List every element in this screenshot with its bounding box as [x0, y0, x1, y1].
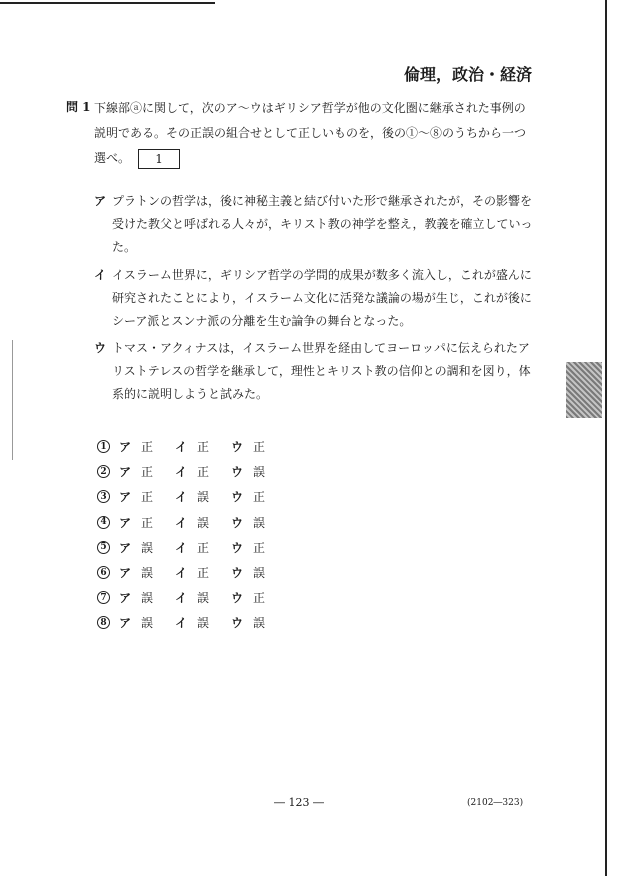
option-value: 正 — [141, 515, 154, 530]
option-label-i: イ — [175, 616, 188, 631]
option-value: 誤 — [197, 515, 210, 530]
option-number: 3 — [97, 490, 110, 503]
option-row — [97, 510, 287, 535]
option-value: 正 — [253, 490, 266, 505]
option-number: 8 — [97, 616, 110, 629]
statement-label: ウ — [94, 341, 107, 355]
option-value: 正 — [197, 440, 210, 455]
option-label-a: ア — [119, 465, 132, 480]
option-row — [97, 610, 287, 635]
option-value: 正 — [197, 465, 210, 480]
option-value: 正 — [197, 540, 210, 555]
option-number: 2 — [97, 465, 110, 478]
option-number: 4 — [97, 516, 110, 529]
statement-a — [94, 190, 534, 259]
option-row — [97, 535, 287, 560]
option-row — [97, 560, 287, 585]
option-label-u: ウ — [231, 465, 244, 480]
statement-i — [94, 264, 534, 333]
option-value: 誤 — [141, 591, 154, 606]
question-prompt: 下線部ⓐに関して，次のア～ウはギリシア哲学が他の文化圏に継承された事例の説明である。その正誤の組合せとして正しいものを，後の①～⑧のうちから一つ選べ。 — [94, 101, 527, 165]
left-margin-mark — [12, 340, 13, 460]
option-label-i: イ — [175, 591, 188, 606]
option-label-i: イ — [175, 540, 188, 555]
answer-options — [97, 434, 287, 636]
option-label-a: ア — [119, 566, 132, 581]
option-label-i: イ — [175, 465, 188, 480]
scan-registration-mark — [566, 362, 602, 418]
option-label-i: イ — [175, 566, 188, 581]
option-label-a: ア — [119, 616, 132, 631]
option-row — [97, 585, 287, 610]
option-value: 正 — [253, 540, 266, 555]
top-border-line — [0, 2, 215, 4]
option-value: 誤 — [253, 515, 266, 530]
question-number: 問 1 — [66, 100, 91, 114]
option-label-i: イ — [175, 440, 188, 455]
option-label-a: ア — [119, 591, 132, 606]
option-value: 正 — [197, 566, 210, 581]
option-label-u: ウ — [231, 440, 244, 455]
option-label-u: ウ — [231, 616, 244, 631]
statement-text: イスラーム世界に，ギリシア哲学の学問的成果が数多く流入し，これが盛んに研究されたことにより，イスラーム文化に活発な議論の場が生じ，これが後にシーア派とスンナ派の分離を生む論争の舞台となった。 — [112, 268, 532, 328]
option-value: 誤 — [253, 566, 266, 581]
right-margin-rule — [605, 0, 607, 876]
option-value: 正 — [253, 591, 266, 606]
option-number: 1 — [97, 440, 110, 453]
option-row — [97, 434, 287, 459]
option-label-u: ウ — [231, 540, 244, 555]
statement-text: プラトンの哲学は，後に神秘主義と結び付いた形で継承されたが，その影響を受けた教父と呼ばれる人々が，キリスト教の神学を整え，教義を確立していった。 — [112, 194, 533, 254]
statement-label: ア — [94, 194, 107, 208]
statement-u — [94, 337, 534, 406]
option-label-a: ア — [119, 490, 132, 505]
option-number: 5 — [97, 541, 110, 554]
option-label-u: ウ — [231, 515, 244, 530]
option-value: 誤 — [141, 616, 154, 631]
option-value: 誤 — [197, 616, 210, 631]
option-value: 正 — [253, 440, 266, 455]
option-row — [97, 459, 287, 484]
option-label-u: ウ — [231, 490, 244, 505]
option-row — [97, 484, 287, 509]
option-label-a: ア — [119, 515, 132, 530]
subject-title: 倫理，政治・経済 — [403, 65, 532, 84]
option-label-u: ウ — [231, 591, 244, 606]
option-label-i: イ — [175, 515, 188, 530]
statement-label: イ — [94, 268, 107, 282]
option-value: 正 — [141, 440, 154, 455]
option-value: 正 — [141, 465, 154, 480]
option-label-a: ア — [119, 440, 132, 455]
option-label-a: ア — [119, 540, 132, 555]
option-value: 誤 — [141, 566, 154, 581]
question-text — [94, 96, 534, 171]
option-label-i: イ — [175, 490, 188, 505]
option-value: 誤 — [197, 591, 210, 606]
option-value: 誤 — [197, 490, 210, 505]
option-number: 7 — [97, 591, 110, 604]
answer-box: 1 — [138, 149, 180, 169]
page-number: ― 123 ― — [274, 796, 324, 809]
option-value: 誤 — [141, 540, 154, 555]
document-code: (2102―323) — [467, 798, 524, 808]
statement-text: トマス・アクィナスは，イスラーム世界を経由してヨーロッパに伝えられたアリストテレスの哲学を継承して，理性とキリスト教の信仰との調和を図り，体系的に説明しようと試みた。 — [112, 341, 531, 401]
option-label-u: ウ — [231, 566, 244, 581]
option-value: 正 — [141, 490, 154, 505]
option-value: 誤 — [253, 616, 266, 631]
option-value: 誤 — [253, 465, 266, 480]
option-number: 6 — [97, 566, 110, 579]
